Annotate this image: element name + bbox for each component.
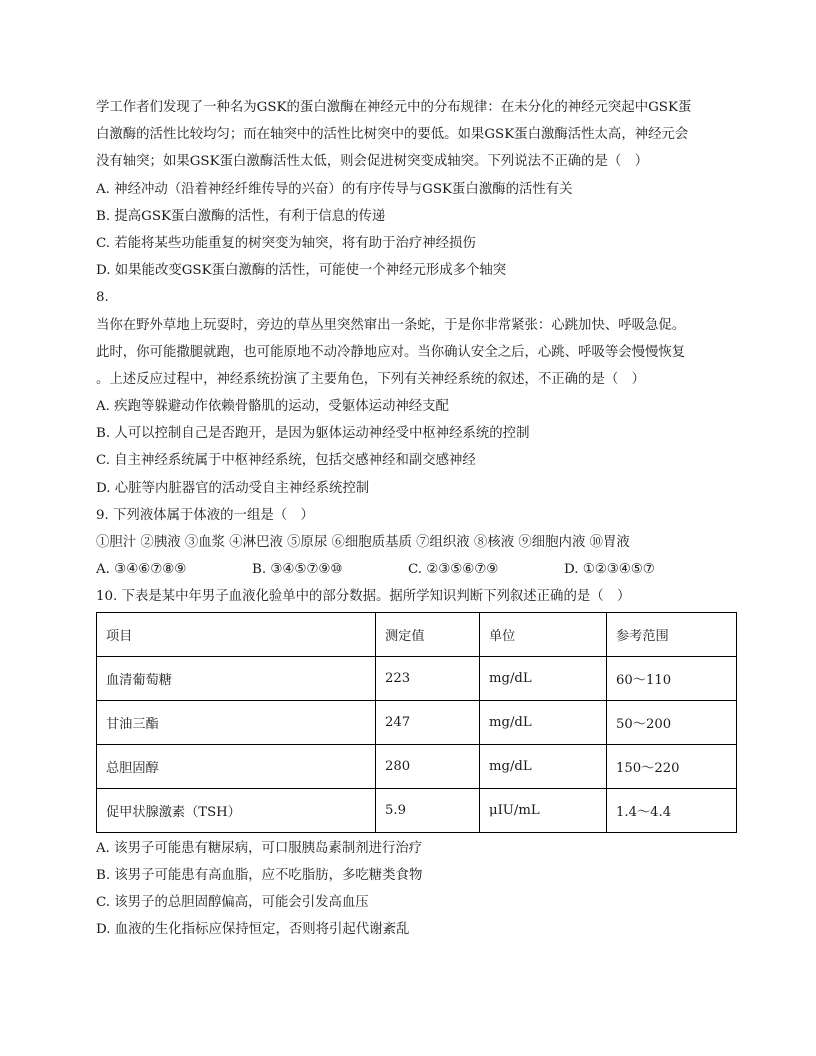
question-9	[96, 502, 736, 584]
table-cell: 1.4～4.4	[607, 788, 737, 832]
q8-number: 8.	[96, 290, 109, 306]
table-cell: μIU/mL	[480, 788, 607, 832]
table-cell: 5.9	[376, 788, 480, 832]
table-row	[97, 744, 737, 788]
table-cell: 总胆固醇	[97, 744, 376, 788]
q8-option-b: B. 人可以控制自己是否跑开，是因为躯体运动神经受中枢神经系统的控制	[96, 426, 530, 442]
page-content	[96, 94, 736, 943]
q9-stem: 9. 下列液体属于体液的一组是（ ）	[96, 507, 314, 523]
table-row	[97, 700, 737, 744]
q9-items: ①胆汁 ②胰液 ③血浆 ④淋巴液 ⑤原尿 ⑥细胞质基质 ⑦组织液 ⑧核液 ⑨细胞内液 ⑩胃液	[96, 535, 630, 550]
q10-stem: 10. 下表是某中年男子血液化验单中的部分数据。据所学知识判断下列叙述正确的是（ ）	[96, 589, 631, 605]
question-7	[96, 94, 736, 284]
q9-option-c: C. ②③⑤⑥⑦⑨	[408, 562, 499, 578]
table-header-row	[97, 612, 737, 656]
q9-options	[96, 556, 736, 583]
table-cell: 60～110	[607, 656, 737, 700]
q7-stem-line: 白激酶的活性比较均匀；而在轴突中的活性比树突中的要低。如果GSK蛋白激酶活性太高，神经元会	[96, 127, 689, 143]
table-cell: 280	[376, 744, 480, 788]
q10-option-a: A. 该男子可能患有糖尿病，可口服胰岛素制剂进行治疗	[96, 840, 423, 856]
q9-option-a: A. ③④⑥⑦⑧⑨	[96, 562, 187, 578]
q7-option-d: D. 如果能改变GSK蛋白激酶的活性，可能使一个神经元形成多个轴突	[96, 263, 507, 279]
q7-option-c: C. 若能将某些功能重复的树突变为轴突，将有助于治疗神经损伤	[96, 235, 476, 251]
table-cell: mg/dL	[480, 744, 607, 788]
table-cell: 血清葡萄糖	[97, 656, 376, 700]
table-cell: mg/dL	[480, 656, 607, 700]
q9-option-b: B. ③④⑤⑦⑨⑩	[252, 562, 343, 578]
q7-option-b: B. 提高GSK蛋白激酶的活性，有利于信息的传递	[96, 208, 386, 224]
q10-option-b: B. 该男子可能患有高血脂，应不吃脂肪，多吃糖类食物	[96, 867, 423, 883]
table-cell: 甘油三酯	[97, 700, 376, 744]
q8-option-d: D. 心脏等内脏器官的活动受自主神经系统控制	[96, 480, 370, 496]
table-header-cell: 参考范围	[607, 612, 737, 656]
table-cell: 50～200	[607, 700, 737, 744]
table-cell: mg/dL	[480, 700, 607, 744]
table-cell: 223	[376, 656, 480, 700]
q7-stem-line: 没有轴突；如果GSK蛋白激酶活性太低，则会促进树突变成轴突。下列说法不正确的是（ ）	[96, 154, 649, 170]
table-row	[97, 788, 737, 832]
table-row	[97, 656, 737, 700]
table-header-cell: 单位	[480, 612, 607, 656]
q10-option-d: D. 血液的生化指标应保持恒定，否则将引起代谢紊乱	[96, 922, 410, 938]
q8-stem-line: 当你在野外草地上玩耍时，旁边的草丛里突然窜出一条蛇，于是你非常紧张：心跳加快、呼吸急促。	[96, 317, 686, 333]
q10-option-c: C. 该男子的总胆固醇偏高，可能会引发高血压	[96, 894, 369, 910]
q8-option-c: C. 自主神经系统属于中枢神经系统，包括交感神经和副交感神经	[96, 453, 476, 469]
table-header-cell: 测定值	[376, 612, 480, 656]
q8-stem-line: 。上述反应过程中，神经系统扮演了主要角色，下列有关神经系统的叙述，不正确的是（ ）	[96, 371, 646, 387]
q7-option-a: A. 神经冲动（沿着神经纤维传导的兴奋）的有序传导与GSK蛋白激酶的活性有关	[96, 181, 573, 197]
q7-stem-line: 学工作者们发现了一种名为GSK的蛋白激酶在神经元中的分布规律：在未分化的神经元突起中GSK蛋	[96, 100, 692, 115]
table-header-cell: 项目	[97, 612, 376, 656]
blood-test-table	[96, 612, 737, 833]
q8-stem-line: 此时，你可能撒腿就跑，也可能原地不动冷静地应对。当你确认安全之后，心跳、呼吸等会慢慢恢复	[96, 344, 686, 360]
question-10	[96, 583, 736, 943]
table-cell: 促甲状腺激素（TSH）	[97, 788, 376, 832]
question-8	[96, 284, 736, 502]
table-cell: 247	[376, 700, 480, 744]
table-cell: 150～220	[607, 744, 737, 788]
q8-option-a: A. 疾跑等躲避动作依赖骨骼肌的运动，受躯体运动神经支配	[96, 399, 449, 415]
q9-option-d: D. ①②③④⑤⑦	[564, 562, 655, 578]
